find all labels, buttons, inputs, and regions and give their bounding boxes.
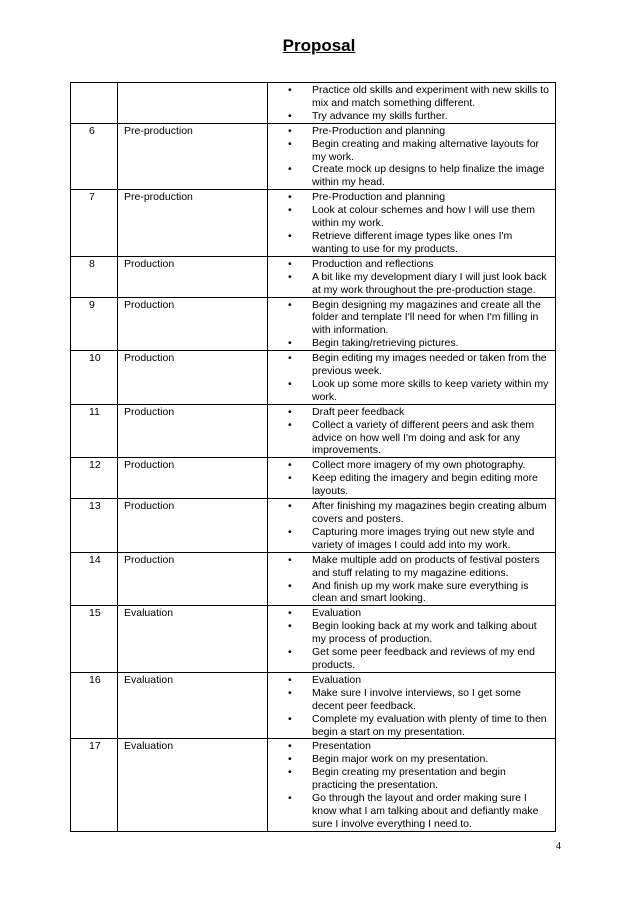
task-item: • Look up some more skills to keep variety within my work. [282, 378, 549, 404]
page-title: Proposal [282, 36, 356, 55]
task-list [282, 674, 549, 739]
stage-cell: Production [118, 256, 268, 297]
schedule-table-body [71, 83, 556, 832]
page-number: 4 [556, 841, 561, 852]
task-item: • A bit like my development diary I will just look back at my work throughout the pre-production stage. [282, 271, 549, 297]
tasks-cell [268, 499, 556, 553]
week-cell: 11 [71, 404, 118, 458]
task-item: • Begin editing my images needed or taken from the previous week. [282, 352, 549, 378]
task-item: • Begin major work on my presentation. [282, 753, 549, 766]
task-item: • Try advance my skills further. [282, 110, 549, 123]
tasks-cell [268, 404, 556, 458]
task-item: • Practice old skills and experiment with new skills to mix and match something different. [282, 84, 549, 110]
tasks-cell [268, 739, 556, 831]
task-item: • Evaluation [282, 674, 549, 687]
stage-cell: Pre-production [118, 190, 268, 257]
task-list [282, 352, 549, 404]
table-row [71, 672, 556, 739]
table-row [71, 297, 556, 351]
task-item: • Look at colour schemes and how I will use them within my work. [282, 204, 549, 230]
table-row [71, 123, 556, 190]
task-list [282, 740, 549, 830]
task-item: • Capturing more images trying out new style and variety of images I could add into my work. [282, 526, 549, 552]
tasks-cell [268, 672, 556, 739]
stage-cell [118, 83, 268, 124]
task-list [282, 125, 549, 190]
week-cell: 13 [71, 499, 118, 553]
stage-cell: Production [118, 351, 268, 405]
tasks-cell [268, 606, 556, 673]
task-item: • Evaluation [282, 607, 549, 620]
week-cell: 17 [71, 739, 118, 831]
task-item: • Begin looking back at my work and talking about my process of production. [282, 620, 549, 646]
task-item: • Begin creating and making alternative layouts for my work. [282, 138, 549, 164]
stage-cell: Evaluation [118, 606, 268, 673]
week-cell: 15 [71, 606, 118, 673]
task-item: • Begin taking/retrieving pictures. [282, 337, 549, 350]
task-list [282, 406, 549, 458]
tasks-cell [268, 458, 556, 499]
task-item: • Draft peer feedback [282, 406, 549, 419]
task-list [282, 191, 549, 256]
task-item: • Pre-Production and planning [282, 125, 549, 138]
task-item: • And finish up my work make sure everything is clean and smart looking. [282, 580, 549, 606]
week-cell: 8 [71, 256, 118, 297]
task-item: • Make multiple add on products of festival posters and stuff relating to my magazine editions. [282, 554, 549, 580]
task-list [282, 500, 549, 552]
tasks-cell [268, 351, 556, 405]
week-cell: 14 [71, 552, 118, 606]
task-item: • Collect more imagery of my own photography. [282, 459, 549, 472]
week-cell: 9 [71, 297, 118, 351]
tasks-cell [268, 123, 556, 190]
table-row [71, 606, 556, 673]
week-cell: 7 [71, 190, 118, 257]
stage-cell: Pre-production [118, 123, 268, 190]
task-item: • Begin creating my presentation and begin practicing the presentation. [282, 766, 549, 792]
task-item: • Create mock up designs to help finalize the image within my head. [282, 163, 549, 189]
stage-cell: Production [118, 404, 268, 458]
week-cell: 16 [71, 672, 118, 739]
task-item: • Begin designing my magazines and create all the folder and template I'll need for when I'm filling in with information. [282, 299, 549, 338]
tasks-cell [268, 256, 556, 297]
table-row [71, 499, 556, 553]
table-row [71, 458, 556, 499]
stage-cell: Production [118, 552, 268, 606]
tasks-cell [268, 297, 556, 351]
task-item: • After finishing my magazines begin creating album covers and posters. [282, 500, 549, 526]
table-row [71, 256, 556, 297]
tasks-cell [268, 552, 556, 606]
table-row [71, 404, 556, 458]
schedule-table [70, 82, 556, 832]
week-cell: 10 [71, 351, 118, 405]
task-item: • Keep editing the imagery and begin editing more layouts. [282, 472, 549, 498]
task-item: • Collect a variety of different peers and ask them advice on how well I'm doing and ask for any improvements. [282, 419, 549, 458]
table-row [71, 83, 556, 124]
stage-cell: Production [118, 499, 268, 553]
task-item: • Presentation [282, 740, 549, 753]
task-list [282, 459, 549, 498]
week-cell: 12 [71, 458, 118, 499]
task-list [282, 299, 549, 351]
task-list [282, 258, 549, 297]
tasks-cell [268, 190, 556, 257]
week-cell: 6 [71, 123, 118, 190]
task-item: • Complete my evaluation with plenty of time to then begin a start on my presentation. [282, 713, 549, 739]
task-item: • Retrieve different image types like ones I'm wanting to use for my products. [282, 230, 549, 256]
stage-cell: Evaluation [118, 739, 268, 831]
task-item: • Go through the layout and order making sure I know what I am talking about and defiantly make sure I involve everything I need to. [282, 792, 549, 831]
task-item: • Make sure I involve interviews, so I get some decent peer feedback. [282, 687, 549, 713]
week-cell [71, 83, 118, 124]
table-row [71, 190, 556, 257]
task-list [282, 554, 549, 606]
stage-cell: Evaluation [118, 672, 268, 739]
task-item: • Production and reflections [282, 258, 549, 271]
task-item: • Pre-Production and planning [282, 191, 549, 204]
task-list [282, 607, 549, 672]
task-item: • Get some peer feedback and reviews of my end products. [282, 646, 549, 672]
table-row [71, 552, 556, 606]
stage-cell: Production [118, 297, 268, 351]
table-row [71, 351, 556, 405]
table-row [71, 739, 556, 831]
task-list [282, 84, 549, 123]
stage-cell: Production [118, 458, 268, 499]
tasks-cell [268, 83, 556, 124]
